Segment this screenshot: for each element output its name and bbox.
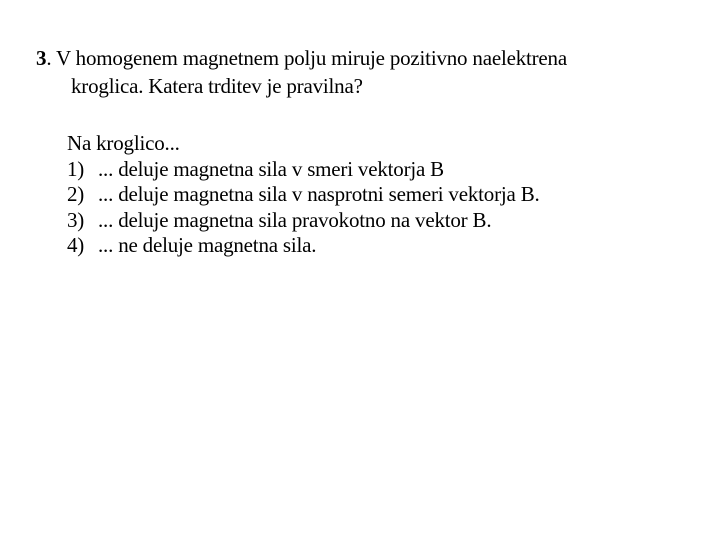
- answer-option-4: [67, 233, 667, 259]
- question-line-2: kroglica. Katera trditev je pravilna?: [71, 74, 363, 98]
- answer-option-text: ... deluje magnetna sila v nasprotni semeri vektorja B.: [98, 182, 540, 206]
- answer-intro: Na kroglico...: [67, 131, 180, 155]
- question-number: 3: [36, 46, 47, 70]
- answer-option-text: ... ne deluje magnetna sila.: [98, 233, 317, 257]
- question-line-1-text: . V homogenem magnetnem polju miruje pozitivno naelektrena: [46, 46, 567, 70]
- answer-option-1: [67, 157, 667, 183]
- answer-option-number: 3): [67, 207, 85, 232]
- answer-option-number: 1): [67, 156, 85, 181]
- answer-list: [67, 131, 667, 259]
- question-line-1: [36, 44, 676, 72]
- answer-option-3: [67, 208, 667, 234]
- answer-option-number: 4): [67, 233, 85, 257]
- answer-option-text: ... deluje magnetna sila v smeri vektorja B: [98, 156, 444, 181]
- answer-option-number: 2): [67, 182, 85, 206]
- question-text: [36, 44, 676, 100]
- answer-option-text: ... deluje magnetna sila pravokotno na vektor B.: [98, 207, 492, 232]
- answer-option-2: [67, 182, 667, 208]
